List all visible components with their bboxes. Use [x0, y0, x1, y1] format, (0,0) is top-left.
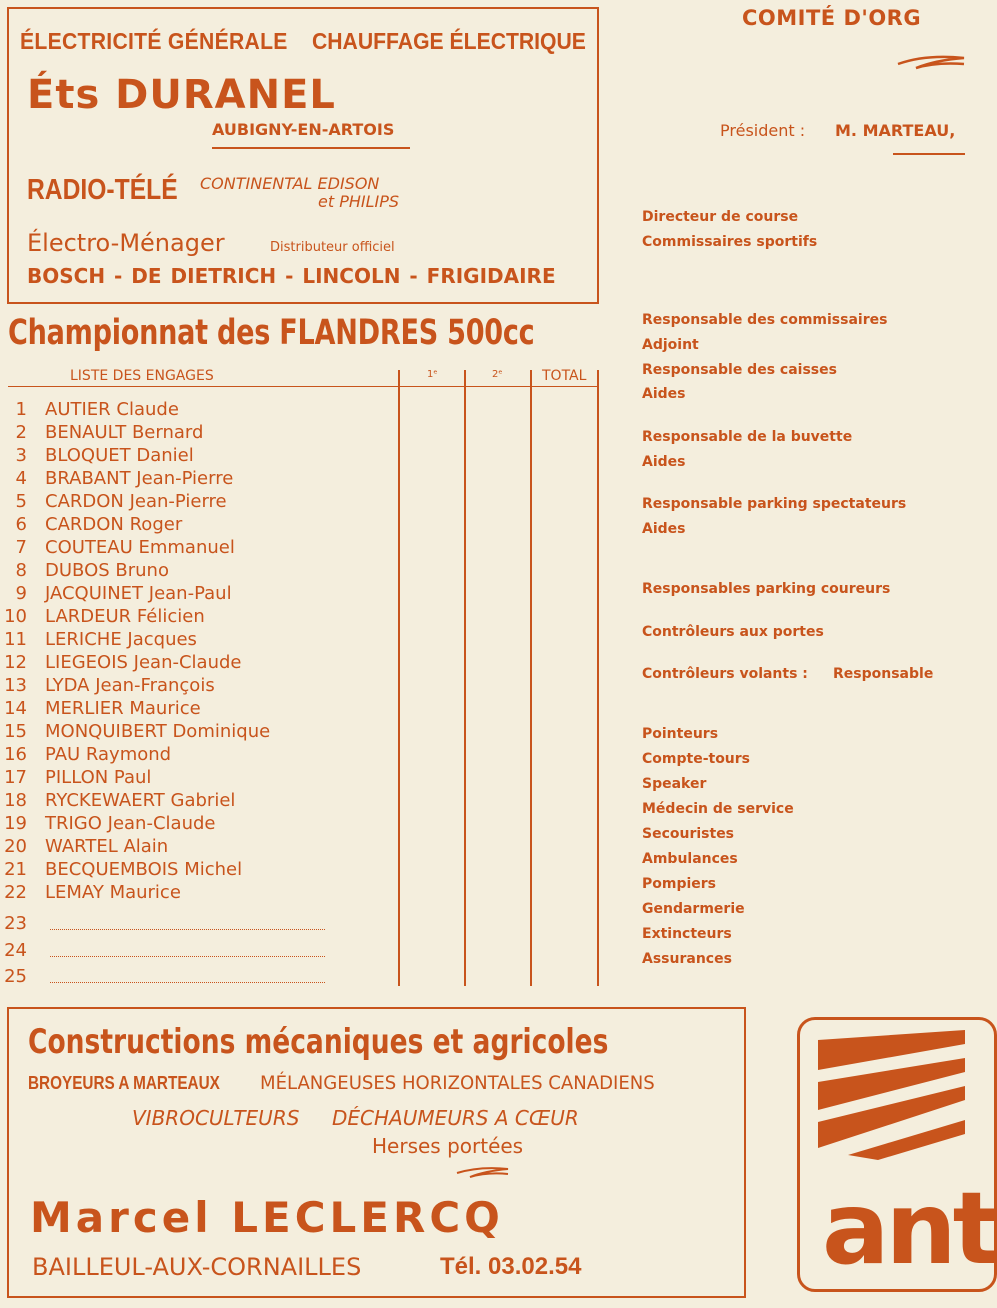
entry-number: 20 [4, 836, 27, 857]
entry-name: CARDON Roger [45, 514, 183, 535]
entry-name: LEMAY Maurice [45, 882, 181, 903]
entry-number: 4 [15, 468, 27, 489]
entry-name: BENAULT Bernard [45, 422, 204, 443]
leclercq-town: BAILLEUL-AUX-CORNAILLES [32, 1253, 362, 1281]
header-rule [8, 386, 598, 387]
advert-bottom-brands: BOSCH - DE DIETRICH - LINCOLN - FRIGIDAIRE [27, 264, 556, 288]
committee-role: Extincteurs [642, 926, 732, 942]
blank-entry-line [50, 929, 325, 930]
entry-name: LYDA Jean-François [45, 675, 215, 696]
column-divider-2 [464, 370, 466, 986]
advert-line-chauffage: CHAUFFAGE ÉLECTRIQUE [312, 28, 586, 54]
column-divider-4 [597, 370, 599, 986]
leclercq-vibroculteurs: VIBROCULTEURS [132, 1106, 300, 1130]
entry-name: CARDON Jean-Pierre [45, 491, 227, 512]
advert-distributor: Distributeur officiel [270, 240, 395, 255]
president-label: Président : [720, 121, 806, 140]
entry-number: 6 [15, 514, 27, 535]
entry-name: MERLIER Maurice [45, 698, 201, 719]
comite-title: COMITÉ D'ORG [742, 6, 922, 30]
blank-entry-line [50, 956, 325, 957]
leclercq-dechaumeurs: DÉCHAUMEURS A CŒUR [332, 1106, 579, 1130]
committee-role: Pointeurs [642, 726, 719, 742]
entry-name: PILLON Paul [45, 767, 152, 788]
entry-number: 22 [4, 882, 27, 903]
committee-role: Ambulances [642, 851, 738, 867]
advert-brands-line2: et PHILIPS [318, 192, 400, 211]
committee-role: Responsable des caisses [642, 362, 837, 378]
header-total: TOTAL [542, 368, 587, 384]
entry-number: 8 [15, 560, 27, 581]
swoosh-emblem-icon [896, 52, 965, 72]
leclercq-melangeuses: MÉLANGEUSES HORIZONTALES CANADIENS [260, 1072, 655, 1094]
entry-name: MONQUIBERT Dominique [45, 721, 271, 742]
committee-role: Aides [642, 521, 686, 537]
president-name: M. MARTEAU, [835, 121, 956, 140]
entry-number: 13 [4, 675, 27, 696]
entry-name: PAU Raymond [45, 744, 172, 765]
entry-number: 16 [4, 744, 27, 765]
entry-name: BECQUEMBOIS Michel [45, 859, 243, 880]
entry-name: COUTEAU Emmanuel [45, 537, 235, 558]
leclercq-swoosh-icon [455, 1165, 510, 1179]
committee-role: Compte-tours [642, 751, 751, 767]
entry-number: 17 [4, 767, 27, 788]
column-divider-1 [398, 370, 400, 986]
entry-name: AUTIER Claude [45, 399, 179, 420]
leclercq-broyeurs: BROYEURS A MARTEAUX [28, 1073, 220, 1093]
volants-responsable: Responsable [833, 666, 934, 682]
advert-town-underline [212, 147, 410, 149]
entry-number: 23 [4, 913, 27, 934]
committee-role: Contrôleurs volants : [642, 666, 808, 682]
entry-number: 7 [15, 537, 27, 558]
committee-role: Aides [642, 454, 686, 470]
entry-name: LIEGEOIS Jean-Claude [45, 652, 242, 673]
entry-number: 18 [4, 790, 27, 811]
entry-number: 19 [4, 813, 27, 834]
entry-number: 14 [4, 698, 27, 719]
advert-line-electricite: ÉLECTRICITÉ GÉNÉRALE [20, 28, 288, 54]
entry-name: WARTEL Alain [45, 836, 169, 857]
leclercq-name: Marcel LECLERCQ [30, 1193, 504, 1242]
committee-role: Responsables parking coureurs [642, 581, 891, 597]
entry-name: BRABANT Jean-Pierre [45, 468, 234, 489]
antar-stripes-icon [818, 1030, 965, 1160]
entry-number: 21 [4, 859, 27, 880]
entry-name: TRIGO Jean-Claude [45, 813, 216, 834]
committee-role: Speaker [642, 776, 707, 792]
committee-role: Gendarmerie [642, 901, 745, 917]
entry-number: 3 [15, 445, 27, 466]
entry-name: DUBOS Bruno [45, 560, 169, 581]
entry-number: 1 [15, 399, 27, 420]
header-first: 1ᵉ [427, 369, 438, 380]
leclercq-telephone: Tél. 03.02.54 [440, 1253, 582, 1280]
committee-role: Responsable des commissaires [642, 312, 888, 328]
entry-number: 12 [4, 652, 27, 673]
leclercq-title: Constructions mécaniques et agricoles [28, 1022, 609, 1062]
blank-entry-line [50, 982, 325, 983]
advert-company-name: Éts DURANEL [27, 72, 336, 118]
entry-name: RYCKEWAERT Gabriel [45, 790, 236, 811]
committee-role: Aides [642, 386, 686, 402]
committee-role: Contrôleurs aux portes [642, 624, 824, 640]
president-underline [893, 153, 965, 155]
advert-electro-menager: Électro-Ménager [27, 229, 225, 257]
committee-role: Commissaires sportifs [642, 234, 818, 250]
entry-number: 24 [4, 939, 27, 961]
entry-number: 11 [4, 629, 27, 650]
entry-number: 9 [15, 583, 27, 604]
committee-role: Directeur de course [642, 209, 799, 225]
entry-name: JACQUINET Jean-Paul [45, 583, 232, 604]
championship-title: Championnat des FLANDRES 500cc [8, 313, 535, 353]
committee-role: Adjoint [642, 337, 699, 353]
committee-role: Responsable de la buvette [642, 429, 853, 445]
entry-number: 2 [15, 422, 27, 443]
advert-town: AUBIGNY-EN-ARTOIS [212, 120, 395, 139]
entry-number: 25 [4, 966, 27, 987]
committee-role: Responsable parking spectateurs [642, 496, 907, 512]
entry-number: 15 [4, 721, 27, 742]
entry-name: LARDEUR Félicien [45, 606, 205, 627]
advert-radio-tele: RADIO-TÉLÉ [27, 174, 178, 206]
leclercq-herses: Herses portées [372, 1134, 524, 1158]
header-list: LISTE DES ENGAGES [70, 368, 214, 384]
antar-logo-text: ant [822, 1170, 997, 1287]
entry-name: LERICHE Jacques [45, 629, 197, 650]
header-second: 2ᵉ [492, 369, 503, 380]
entry-number: 5 [15, 491, 27, 512]
committee-role: Assurances [642, 951, 732, 967]
committee-role: Secouristes [642, 826, 735, 842]
entry-number: 10 [4, 606, 27, 627]
committee-role: Pompiers [642, 876, 717, 892]
entry-name: BLOQUET Daniel [45, 445, 194, 466]
column-divider-3 [530, 370, 532, 986]
committee-role: Médecin de service [642, 801, 794, 817]
advert-brands-line1: CONTINENTAL EDISON [200, 174, 380, 193]
